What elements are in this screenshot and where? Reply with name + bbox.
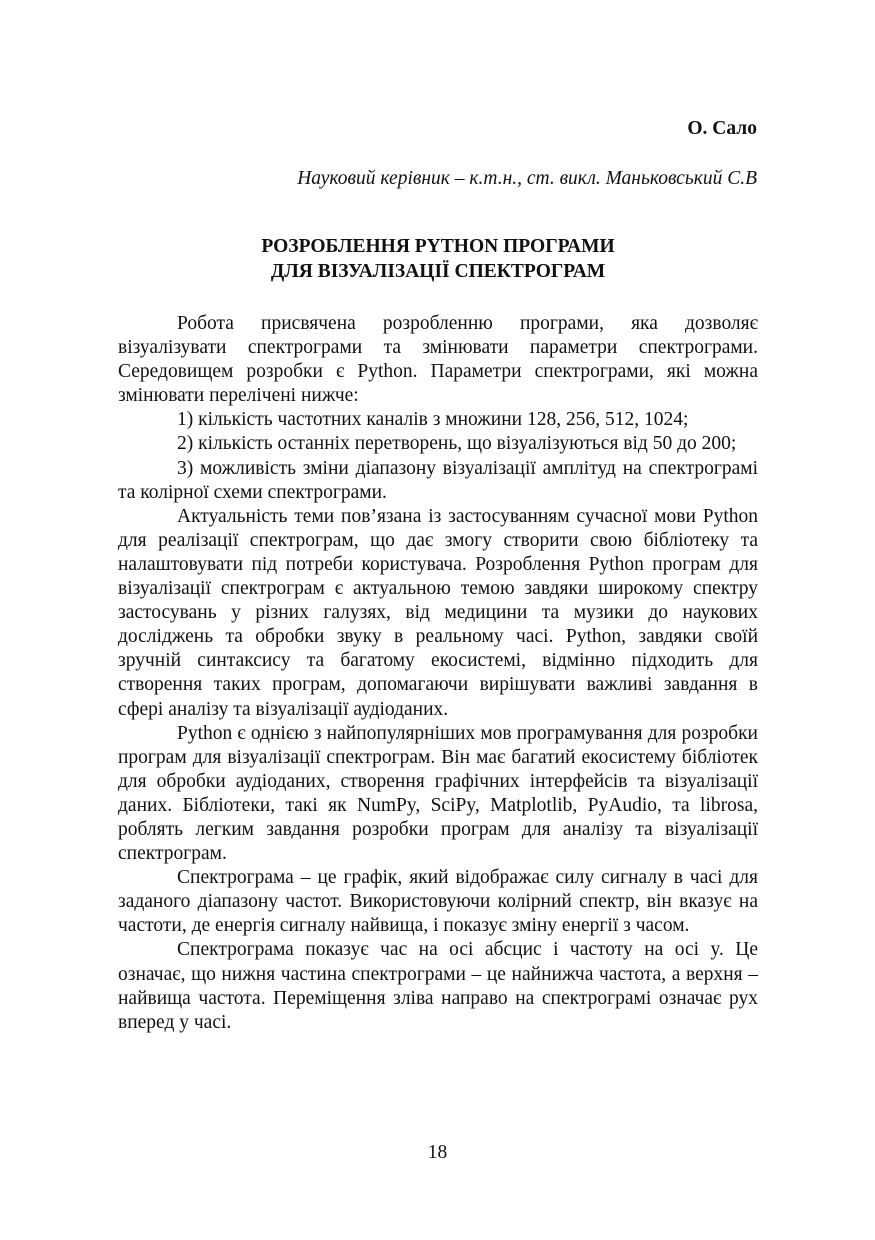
paragraph-relevance: Актуальність теми пов’язана із застосуванням сучасної мови Python для реалізації спектрограм, що дає змогу створити свою бібліотеку та налаштовувати під потреби користувача. Розроблення Python програм для візуалізації спектрограм є актуальною темою завдяки широкому спектру застосувань у різних галузях, від медицини та музики до наукових досліджень та обробки звуку в реальному часі. Python, завдяки своїй зручній синтаксису та багатому екосистемі, відмінно підходить для створення таких програм, допомагаючи вирішувати важливі завдання в сфері аналізу та візуалізації аудіоданих. xyxy=(118,505,758,720)
paragraph-python: Python є однією з найпопулярніших мов програмування для розробки програм для візуалізації спектрограм. Він має багатий екосистему бібліотек для обробки аудіоданих, створення графічних інтерфейсів та візуалізації даних. Бібліотеки, такі як NumPy, SciPy, Matplotlib, PyAudio, та librosa, роблять легким завдання розробки програм для аналізу та візуалізації спектрограм. xyxy=(118,722,758,865)
paragraph-spectrogram-definition: Спектрограма – це графік, який відображає силу сигналу в часі для заданого діапазону частот. Використовуючи колірний спектр, він вказує на частоти, де енергія сигналу найвища, і показує зміну енергії з часом. xyxy=(118,867,758,937)
list-item-1: 1) кількість частотних каналів з множини 128, 256, 512, 1024; xyxy=(177,409,689,431)
article-title-line-2: ДЛЯ ВІЗУАЛІЗАЦІЇ СПЕКТРОГРАМ xyxy=(270,261,606,282)
list-item-2: 2) кількість останніх перетворень, що візуалізуються від 50 до 200; xyxy=(177,433,737,455)
article-title xyxy=(118,234,758,284)
author-name: О. Сало xyxy=(687,118,757,139)
paragraph-spectrogram-axes: Спектрограма показує час на осі абсцис і частоту на осі y. Це означає, що нижня частина спектрограми – це найнижча частота, а верхня – найвища частота. Переміщення зліва направо на спектрограмі означає рух вперед у часі. xyxy=(118,939,758,1033)
paragraph-intro: Робота присвячена розробленню програми, яка дозволяє візуалізувати спектрограми та змінювати параметри спектрограми. Середовищем розробки є Python. Параметри спектрограми, які можна змінювати перелічені нижче: xyxy=(118,313,758,407)
page-number: 18 xyxy=(427,1142,448,1163)
supervisor-line: Науковий керівник – к.т.н., ст. викл. Маньковський С.В xyxy=(297,168,757,189)
list-item-3: 3) можливість зміни діапазону візуалізації амплітуд на спектрограмі та колірної схеми спектрограми. xyxy=(118,457,758,503)
article-body xyxy=(118,312,758,1035)
article-title-line-1: РОЗРОБЛЕННЯ PYTHON ПРОГРАМИ xyxy=(261,236,615,257)
